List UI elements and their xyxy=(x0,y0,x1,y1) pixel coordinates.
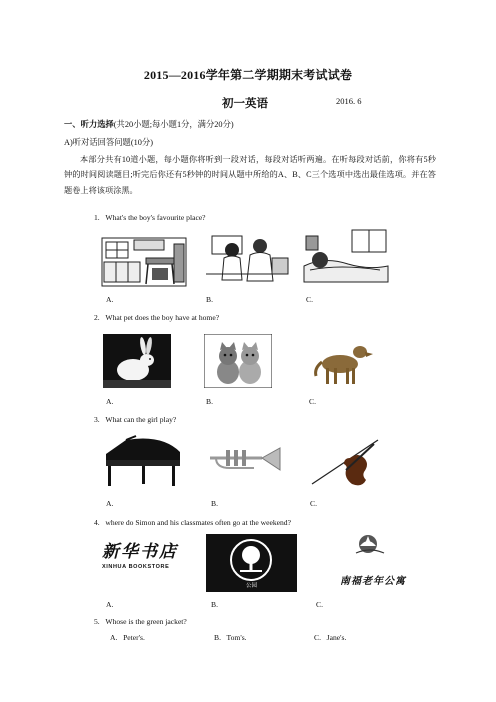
q1-option-b[interactable]: B. xyxy=(206,295,213,304)
piano-picture xyxy=(102,434,184,488)
park-logo-label: 公园 xyxy=(245,583,257,589)
kittens-picture xyxy=(204,334,272,388)
question-text: Whose is the green jacket? xyxy=(105,617,187,626)
q3-option-a[interactable]: A. xyxy=(106,499,114,508)
q4-option-a[interactable]: A. xyxy=(106,600,114,609)
question-text: What can the girl play? xyxy=(105,415,177,424)
question-5 xyxy=(94,617,187,626)
exam-title: 2015—2016学年第二学期期末考试试卷 xyxy=(143,68,353,82)
q2-option-a[interactable]: A. xyxy=(106,397,114,406)
question-text: where do Simon and his classmates often go at the weekend? xyxy=(105,518,291,527)
q3-option-b[interactable]: B. xyxy=(211,499,218,508)
kitchen-picture xyxy=(100,228,188,288)
question-text: What's the boy's favourite place? xyxy=(105,213,206,222)
question-text: What pet does the boy have at home? xyxy=(105,313,220,322)
classroom-picture xyxy=(202,228,292,288)
section-heading xyxy=(64,118,234,130)
q5-option-c[interactable]: C. Jane's. xyxy=(314,633,347,642)
subject-title: 初一英语 xyxy=(222,98,268,110)
bookstore-logo-cn: 新华书店 xyxy=(102,542,178,562)
q5-option-b[interactable]: B. Tom's. xyxy=(214,633,247,642)
question-number: 3. xyxy=(94,415,100,424)
exam-date: 2016. 6 xyxy=(336,96,362,106)
old-people-home-logo: 南福老年公寓 xyxy=(340,576,406,587)
section-heading-bold: 一、听力选择 xyxy=(64,120,114,129)
q4-option-c[interactable]: C. xyxy=(316,600,323,609)
dog-picture xyxy=(310,334,378,388)
q3-option-c[interactable]: C. xyxy=(310,499,317,508)
bookstore-logo xyxy=(102,542,186,582)
question-3 xyxy=(94,415,176,424)
question-4 xyxy=(94,518,291,527)
park-logo xyxy=(206,534,297,592)
bookstore-logo-en: XINHUA BOOKSTORE xyxy=(102,564,170,570)
q1-option-a[interactable]: A. xyxy=(106,295,114,304)
rabbit-picture xyxy=(103,334,171,388)
bedroom-picture xyxy=(300,226,392,288)
question-2 xyxy=(94,313,219,322)
question-number: 2. xyxy=(94,313,100,322)
question-number: 5. xyxy=(94,617,100,626)
q4-option-b[interactable]: B. xyxy=(211,600,218,609)
trumpet-picture xyxy=(206,440,286,480)
part-a-title: A)听对话回答问题(10分) xyxy=(64,138,153,147)
q1-option-c[interactable]: C. xyxy=(306,295,313,304)
question-number: 1. xyxy=(94,213,100,222)
q2-option-b[interactable]: B. xyxy=(206,397,213,406)
q5-option-a[interactable]: A. Peter's. xyxy=(110,633,145,642)
q2-option-c[interactable]: C. xyxy=(309,397,316,406)
question-1 xyxy=(94,213,206,222)
question-number: 4. xyxy=(94,518,100,527)
violin-picture xyxy=(306,434,386,488)
section-heading-detail: (共20小题;每小题1分，满分20分) xyxy=(113,120,234,129)
part-a-instructions: 本部分共有10道小题，每小题你将听到一段对话，每段对话听两遍。在听每段对话前，你将有5秒钟的时间阅读题目;听完后你还有5秒钟的时间从题中所给的A、B、C三个选项中选出最佳选项。并在答题卷上将该项涂黑。 xyxy=(64,155,436,195)
old-people-home-icon xyxy=(338,534,410,554)
